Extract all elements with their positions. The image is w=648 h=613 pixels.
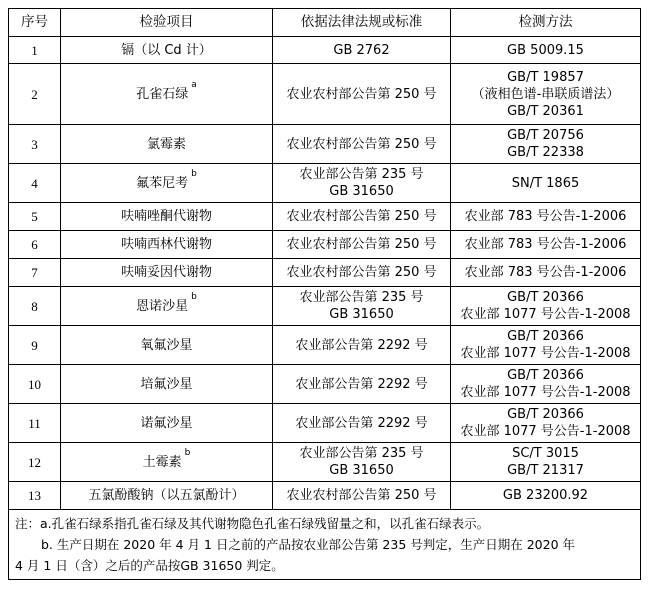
cell-item xyxy=(61,37,273,64)
cell-item xyxy=(61,64,273,125)
table-row xyxy=(9,164,641,203)
method-line: GB/T 19857 xyxy=(507,69,584,85)
method-line: 农业部 783 号公告-1-2006 xyxy=(464,237,627,252)
cell-law xyxy=(273,287,451,326)
table-row xyxy=(9,326,641,365)
method-line: GB/T 22338 xyxy=(507,145,584,160)
cell-law xyxy=(273,37,451,64)
law-line: GB 31650 xyxy=(329,184,394,199)
note-a: 注：a.孔雀石绿系指孔雀石绿及其代谢物隐色孔雀石绿残留量之和，以孔雀石绿表示。 xyxy=(15,516,490,531)
item-name: 呋喃妥因代谢物 xyxy=(120,265,212,280)
law-line: 农业部公告第 235 号 xyxy=(299,290,424,305)
method-line: SC/T 3015 xyxy=(512,446,579,461)
cell-no: 4 xyxy=(9,164,61,203)
law-line: GB 31650 xyxy=(329,307,394,322)
cell-item xyxy=(61,125,273,164)
header-no: 序号 xyxy=(9,9,61,37)
inspection-items-table xyxy=(8,8,641,580)
footnote-marker: b xyxy=(191,169,197,180)
cell-law xyxy=(273,125,451,164)
cell-item xyxy=(61,259,273,287)
table-body xyxy=(9,37,641,510)
law-line: 农业农村部公告第 250 号 xyxy=(286,209,437,224)
footnote-marker: a xyxy=(191,80,197,91)
cell-item xyxy=(61,482,273,510)
cell-law xyxy=(273,404,451,443)
cell-no: 5 xyxy=(9,203,61,231)
method-line: 农业部 1077 号公告-1-2008 xyxy=(460,424,631,439)
cell-no: 3 xyxy=(9,125,61,164)
header-method: 检测方法 xyxy=(451,9,641,37)
cell-no: 1 xyxy=(9,37,61,64)
note-b-line1: b. 生产日期在 2020 年 4 月 1 日之前的产品按农业部公告第 235 号判定，生产日期在 2020 年 xyxy=(41,537,576,552)
table-row xyxy=(9,37,641,64)
cell-no: 9 xyxy=(9,326,61,365)
table-row xyxy=(9,64,641,125)
item-name: 镉（以 Cd 计） xyxy=(121,42,212,58)
law-line: 农业部公告第 235 号 xyxy=(299,446,424,461)
item-name: 氯霉素 xyxy=(146,136,186,152)
method-line: GB/T 20361 xyxy=(507,103,584,119)
header-item: 检验项目 xyxy=(61,9,273,37)
table-row xyxy=(9,482,641,510)
law-line: 农业部公告第 2292 号 xyxy=(295,337,428,353)
method-line: GB/T 20366 xyxy=(507,368,584,383)
cell-method xyxy=(451,231,641,259)
table-row xyxy=(9,287,641,326)
cell-method xyxy=(451,365,641,404)
method-line: 农业部 1077 号公告-1-2008 xyxy=(460,346,631,361)
method-line: GB/T 20756 xyxy=(507,128,584,143)
cell-no: 2 xyxy=(9,64,61,125)
law-line: 农业农村部公告第 250 号 xyxy=(286,265,437,280)
cell-law xyxy=(273,326,451,365)
method-line: GB/T 20366 xyxy=(507,329,584,344)
cell-method xyxy=(451,259,641,287)
cell-method xyxy=(451,125,641,164)
method-line: 农业部 1077 号公告-1-2008 xyxy=(460,307,631,322)
table-row xyxy=(9,365,641,404)
cell-law xyxy=(273,64,451,125)
cell-item xyxy=(61,231,273,259)
cell-item xyxy=(61,365,273,404)
table-row xyxy=(9,125,641,164)
cell-method xyxy=(451,482,641,510)
cell-method xyxy=(451,64,641,125)
item-name: 孔雀石绿 xyxy=(136,86,189,102)
method-line: 农业部 1077 号公告-1-2008 xyxy=(460,385,631,400)
table-row xyxy=(9,443,641,482)
table-row xyxy=(9,404,641,443)
cell-law xyxy=(273,365,451,404)
table-row xyxy=(9,259,641,287)
cell-item xyxy=(61,164,273,203)
law-line: 农业农村部公告第 250 号 xyxy=(286,86,437,102)
note-b-line2: 4 月 1 日（含）之后的产品按GB 31650 判定。 xyxy=(15,558,284,573)
item-name: 培氟沙星 xyxy=(140,376,193,392)
table-header-row xyxy=(9,9,641,37)
method-line: 农业部 783 号公告-1-2006 xyxy=(464,265,627,280)
law-line: GB 2762 xyxy=(333,42,390,58)
item-name: 呋喃唑酮代谢物 xyxy=(120,209,212,224)
cell-item xyxy=(61,404,273,443)
table-notes xyxy=(9,510,641,580)
table-row xyxy=(9,231,641,259)
method-line: GB/T 20366 xyxy=(507,290,584,305)
cell-no: 13 xyxy=(9,482,61,510)
cell-no: 8 xyxy=(9,287,61,326)
cell-no: 6 xyxy=(9,231,61,259)
cell-no: 10 xyxy=(9,365,61,404)
cell-method xyxy=(451,443,641,482)
method-line: 农业部 783 号公告-1-2006 xyxy=(464,209,627,224)
law-line: 农业农村部公告第 250 号 xyxy=(286,136,437,152)
table-row xyxy=(9,203,641,231)
law-line: 农业农村部公告第 250 号 xyxy=(286,488,437,503)
law-line: 农业农村部公告第 250 号 xyxy=(286,237,437,252)
method-line: （液相色谱-串联质谱法） xyxy=(471,86,620,102)
cell-item xyxy=(61,326,273,365)
cell-item xyxy=(61,203,273,231)
law-line: GB 31650 xyxy=(329,463,394,478)
cell-law xyxy=(273,203,451,231)
method-line: GB 23200.92 xyxy=(502,488,589,503)
item-name: 呋喃西林代谢物 xyxy=(120,237,212,252)
cell-item xyxy=(61,443,273,482)
cell-law xyxy=(273,164,451,203)
item-name: 诺氟沙星 xyxy=(140,415,193,431)
cell-no: 12 xyxy=(9,443,61,482)
footnote-marker: b xyxy=(191,292,197,303)
item-name: 氧氟沙星 xyxy=(140,337,193,353)
cell-law xyxy=(273,482,451,510)
document-page xyxy=(8,8,640,580)
cell-method xyxy=(451,203,641,231)
cell-method xyxy=(451,37,641,64)
law-line: 农业部公告第 2292 号 xyxy=(295,415,428,431)
cell-method xyxy=(451,326,641,365)
method-line: SN/T 1865 xyxy=(511,175,580,191)
cell-law xyxy=(273,231,451,259)
notes-row xyxy=(9,510,641,580)
cell-no: 7 xyxy=(9,259,61,287)
item-name: 土霉素 xyxy=(142,454,182,470)
cell-no: 11 xyxy=(9,404,61,443)
cell-law xyxy=(273,259,451,287)
cell-item xyxy=(61,287,273,326)
method-line: GB/T 20366 xyxy=(507,407,584,422)
cell-law xyxy=(273,443,451,482)
method-line: GB/T 21317 xyxy=(507,463,584,478)
cell-method xyxy=(451,404,641,443)
item-name: 恩诺沙星 xyxy=(136,298,189,314)
item-name: 五氯酚酸钠（以五氯酚计） xyxy=(88,488,245,503)
cell-method xyxy=(451,164,641,203)
header-law: 依据法律法规或标准 xyxy=(273,9,451,37)
footnote-marker: b xyxy=(184,448,191,459)
method-line: GB 5009.15 xyxy=(507,42,584,58)
cell-method xyxy=(451,287,641,326)
law-line: 农业部公告第 235 号 xyxy=(299,167,424,182)
law-line: 农业部公告第 2292 号 xyxy=(295,376,428,392)
item-name: 氟苯尼考 xyxy=(136,175,189,191)
